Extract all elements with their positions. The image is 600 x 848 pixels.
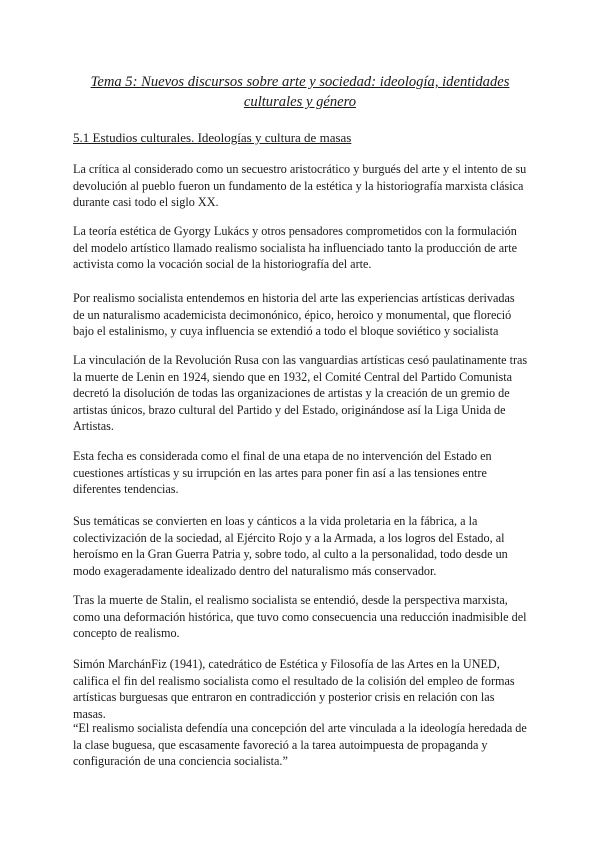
paragraph-4: La vinculación de la Revolución Rusa con las vanguardias artísticas cesó paulatinamente tras la muerte de Lenin en 1924, siendo que en 1932, el Comité Central del Partido Comunista decretó la disolución de todas las organizaciones de artistas y la creación de un gremio de artistas únicos, brazo cultural del Partido y del Estado, originándose así la Liga Unida de Artistas. [73,353,528,434]
paragraph-2: La teoría estética de Gyorgy Lukács y otros pensadores comprometidos con la formulación del modelo artístico llamado realismo socialista ha influenciado tanto la producción de arte activista como la vocación social de la historiografía del arte. [73,224,518,272]
document-title: Tema 5: Nuevos discursos sobre arte y sociedad: ideología, identidades culturales y género [90,74,510,110]
section-heading: 5.1 Estudios culturales. Ideologías y cultura de masas [73,130,352,145]
paragraph-9: “El realismo socialista defendía una concepción del arte vinculada a la ideología heredada de la clase buguesa, que escasamente favoreció a la tarea autoimpuesta de propaganda y configuración de una conciencia socialista.” [73,721,527,769]
paragraph-6: Sus temáticas se convierten en loas y cánticos a la vida proletaria en la fábrica, a la colectivización de la sociedad, al Ejército Rojo y a la Armada, a los logros del Estado, al heroísmo en la Gran Guerra Patria y, sobre todo, al culto a la personalidad, todo desde un modo exageradamente idealizado dentro del naturalismo más conservador. [73,514,508,578]
paragraph-1: La crítica al considerado como un secuestro aristocrático y burgués del arte y el intento de su devolución al pueblo fueron un fundamento de la estética y la historiografía marxista clásica durante casi todo el siglo XX. [73,162,527,210]
paragraph-5: Esta fecha es considerada como el final de una etapa de no intervención del Estado en cuestiones artísticas y su irrupción en las artes para poner fin así a las tensiones entre diferentes tendencias. [73,449,492,497]
paragraph-7: Tras la muerte de Stalin, el realismo socialista se entendió, desde la perspectiva marxista, como una deformación histórica, que tuvo como consecuencia una reducción inadmisible del concepto de realismo. [73,593,527,641]
paragraph-3: Por realismo socialista entendemos en historia del arte las experiencias artísticas derivadas de un naturalismo academicista decimonónico, épico, heroico y monumental, que floreció bajo el estalinismo, y cuya influencia se extendió a todo el bloque soviético y socialista [73,291,515,339]
paragraph-8: Simón MarchánFiz (1941), catedrático de Estética y Filosofía de las Artes en la UNED, califica el fin del realismo socialista como el resultado de la colisión del empleo de formas artísticas burguesas que entraron en contradicción y posterior crisis en relación con las masas. [73,657,515,721]
